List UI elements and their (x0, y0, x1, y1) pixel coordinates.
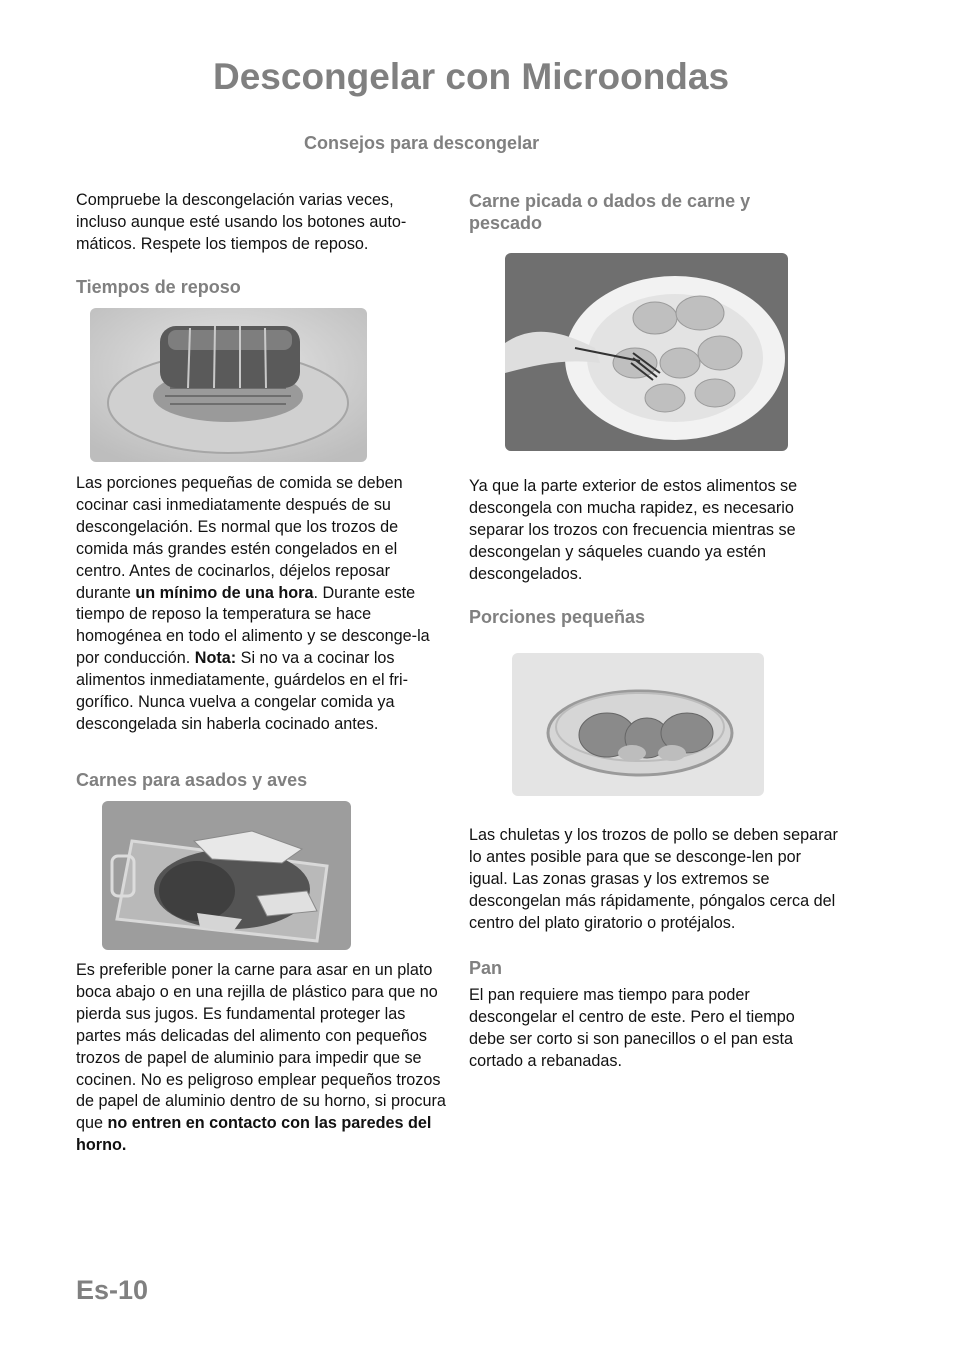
asados-paragraph: Es preferible poner la carne para asar en un plato boca abajo o en una rejilla de plástico para que no pierda sus jugos. Es fundamental proteger las partes más delicadas del alimento con pequeños trozos de papel de aluminio para impedir que se cocinen. No es peligroso emplear pequeños trozos de papel de aluminio dentro de su horno, si procura que no entren en contacto con las paredes del horno. (76, 961, 446, 1155)
reposo-heading: Tiempos de reposo (76, 277, 241, 297)
reposo-paragraph: Las porciones pequeñas de comida se deben cocinar casi inmediatamente después de su descongelación. Es normal que los trozos de comida más grandes estén congelados en el centro. Antes de cocinarlos, déjelos reposar durante un mínimo de una hora. Durante este tiempo de reposo la temperatura se hace homogénea en todo el alimento y se desconge-la por conducción. Nota: Si no va a cocinar los alimentos inmediatamente, guárdelos en el fri-gorífico. Nunca vuelva a congelar comida ya descongelada sin haberla cocinado antes. (76, 474, 430, 733)
pan-paragraph: El pan requiere mas tiempo para poder descongelar el centro de este. Pero el tiempo debe ser corto si son panecillos o el pan esta cortado a rebanadas. (469, 986, 795, 1070)
chicken-pieces-dish-photo (512, 653, 764, 796)
page-number: Es-10 (76, 1275, 149, 1305)
asados-heading: Carnes para asados y aves (76, 770, 308, 790)
page-title: Descongelar con Microondas (213, 56, 730, 97)
poultry-in-dish-photo (102, 801, 351, 950)
fork-separating-pieces-photo (505, 253, 788, 451)
picada-paragraph: Ya que la parte exterior de estos alimentos se descongela con mucha rapidez, es necesario separar los trozos con frecuencia mientras se descongelan y sáqueles cuando ya estén descongelados. (469, 477, 798, 583)
intro-paragraph: Compruebe la descongelación varias veces, incluso aunque esté usando los botones auto-máticos. Respete los tiempos de reposo. (76, 191, 407, 253)
pan-heading: Pan (469, 958, 503, 978)
porciones-heading: Porciones pequeñas (469, 607, 646, 627)
roast-on-rack-photo (90, 308, 367, 462)
picada-heading: Carne picada o dados de carne y pescado (469, 191, 751, 233)
porciones-paragraph: Las chuletas y los trozos de pollo se deben separar lo antes posible para que se desconge-len por igual. Las zonas grasas y los extremos se descongelan más rápidamente, póngalos cerca del centro del plato giratorio o protéjalos. (469, 826, 838, 932)
page-subtitle: Consejos para descongelar (304, 133, 540, 153)
